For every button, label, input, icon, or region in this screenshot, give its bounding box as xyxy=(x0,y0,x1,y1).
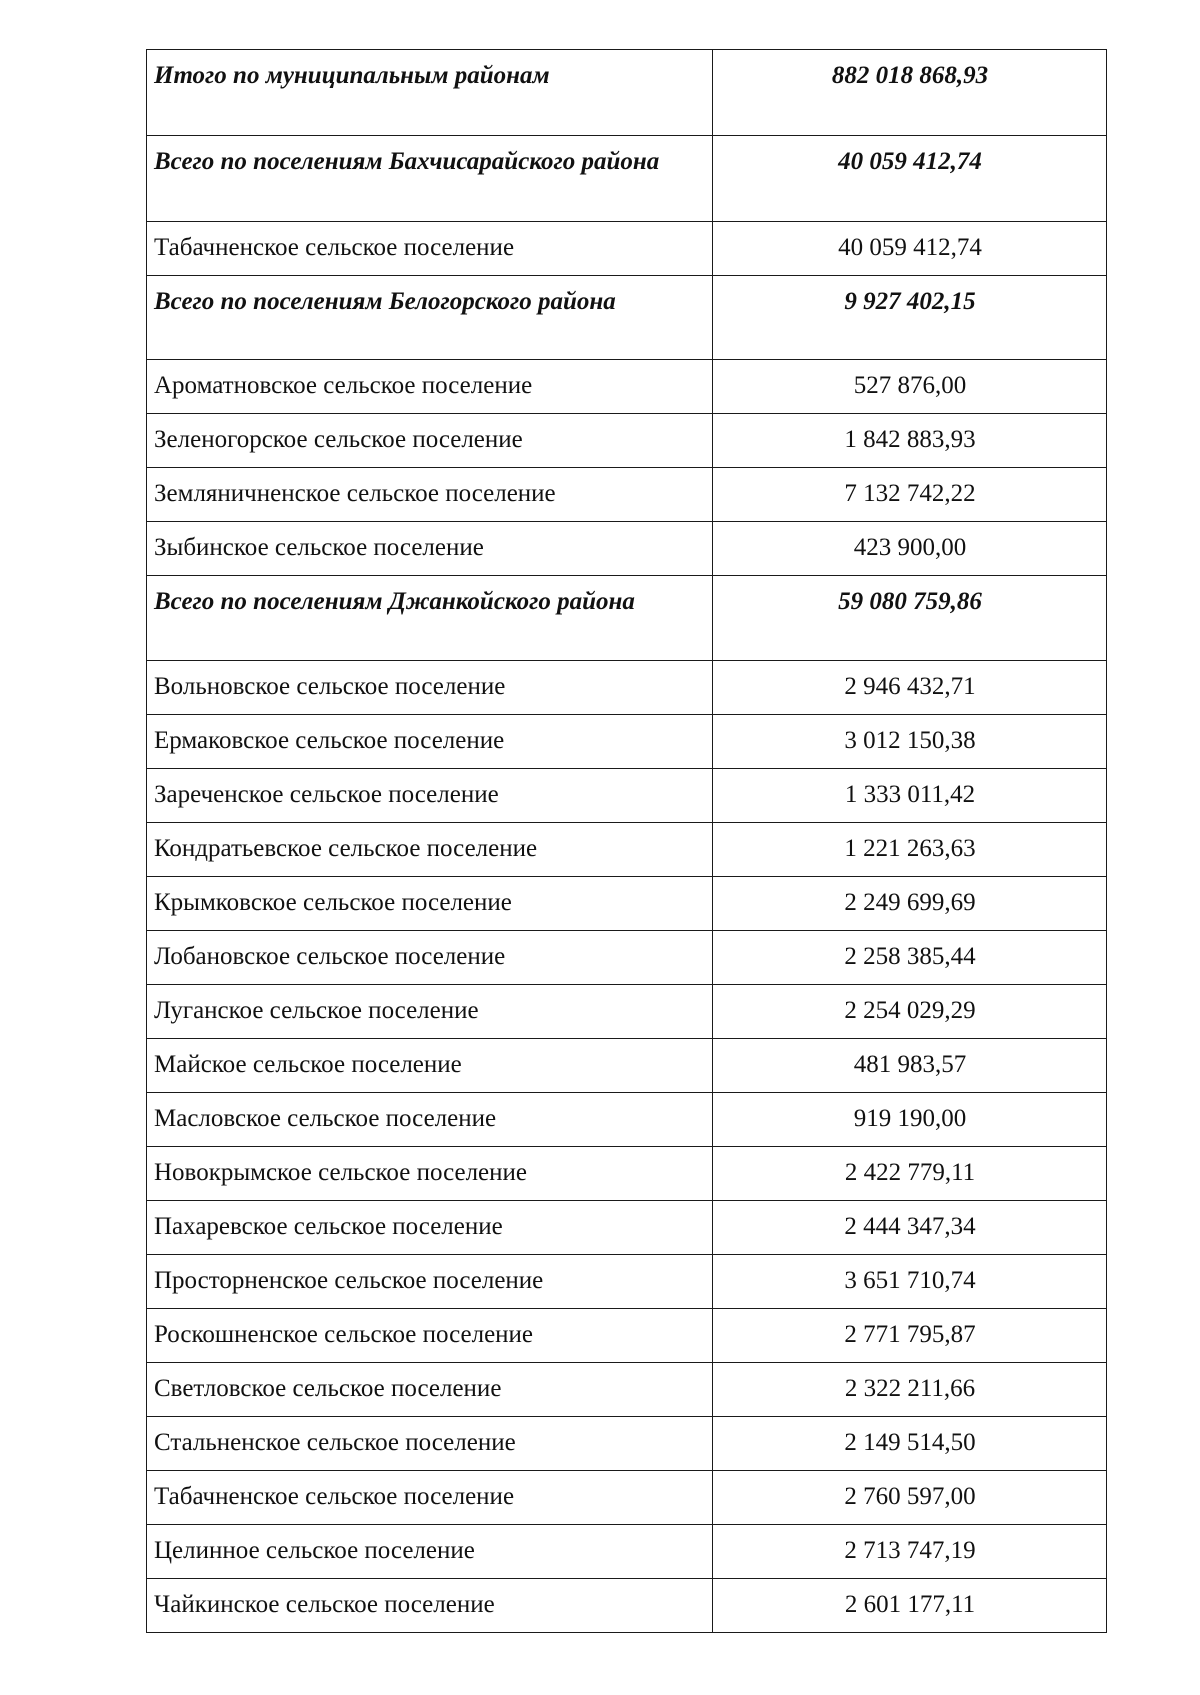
settlement-row xyxy=(147,414,1107,468)
settlement-name: Луганское сельское поселение xyxy=(147,985,713,1039)
budget-table xyxy=(146,49,1107,1633)
settlement-amount: 2 713 747,19 xyxy=(713,1525,1107,1579)
settlement-amount: 2 760 597,00 xyxy=(713,1471,1107,1525)
settlement-row xyxy=(147,1363,1107,1417)
settlement-name: Земляничненское сельское поселение xyxy=(147,468,713,522)
settlement-row xyxy=(147,1093,1107,1147)
settlement-name: Ермаковское сельское поселение xyxy=(147,715,713,769)
district-total-row xyxy=(147,136,1107,222)
settlement-name: Зеленогорское сельское поселение xyxy=(147,414,713,468)
settlement-row xyxy=(147,1255,1107,1309)
total-amount: 882 018 868,93 xyxy=(713,50,1107,136)
settlement-amount: 2 258 385,44 xyxy=(713,931,1107,985)
settlement-name: Масловское сельское поселение xyxy=(147,1093,713,1147)
settlement-row xyxy=(147,715,1107,769)
settlement-amount: 1 842 883,93 xyxy=(713,414,1107,468)
settlement-amount: 3 012 150,38 xyxy=(713,715,1107,769)
settlement-row xyxy=(147,823,1107,877)
settlement-name: Крымковское сельское поселение xyxy=(147,877,713,931)
settlement-amount: 2 422 779,11 xyxy=(713,1147,1107,1201)
settlement-amount: 2 149 514,50 xyxy=(713,1417,1107,1471)
settlement-amount: 3 651 710,74 xyxy=(713,1255,1107,1309)
settlement-name: Чайкинское сельское поселение xyxy=(147,1579,713,1633)
settlement-row xyxy=(147,661,1107,715)
settlement-name: Зыбинское сельское поселение xyxy=(147,522,713,576)
settlement-amount: 2 249 699,69 xyxy=(713,877,1107,931)
settlement-row xyxy=(147,1525,1107,1579)
settlement-amount: 2 771 795,87 xyxy=(713,1309,1107,1363)
settlement-amount: 423 900,00 xyxy=(713,522,1107,576)
settlement-name: Целинное сельское поселение xyxy=(147,1525,713,1579)
total-amount: 9 927 402,15 xyxy=(713,276,1107,360)
settlement-name: Новокрымское сельское поселение xyxy=(147,1147,713,1201)
settlement-row xyxy=(147,769,1107,823)
settlement-row xyxy=(147,522,1107,576)
district-total-row xyxy=(147,50,1107,136)
settlement-name: Вольновское сельское поселение xyxy=(147,661,713,715)
settlement-row xyxy=(147,1201,1107,1255)
settlement-name: Табачненское сельское поселение xyxy=(147,1471,713,1525)
settlement-row xyxy=(147,222,1107,276)
settlement-name: Светловское сельское поселение xyxy=(147,1363,713,1417)
settlement-name: Зареченское сельское поселение xyxy=(147,769,713,823)
total-amount: 40 059 412,74 xyxy=(713,136,1107,222)
settlement-amount: 527 876,00 xyxy=(713,360,1107,414)
total-label: Всего по поселениям Бахчисарайского района xyxy=(147,136,713,222)
settlement-amount: 919 190,00 xyxy=(713,1093,1107,1147)
settlement-name: Пахаревское сельское поселение xyxy=(147,1201,713,1255)
settlement-row xyxy=(147,877,1107,931)
district-total-row xyxy=(147,576,1107,661)
district-total-row xyxy=(147,276,1107,360)
settlement-name: Табачненское сельское поселение xyxy=(147,222,713,276)
settlement-row xyxy=(147,1579,1107,1633)
total-amount: 59 080 759,86 xyxy=(713,576,1107,661)
settlement-amount: 7 132 742,22 xyxy=(713,468,1107,522)
settlement-amount: 2 322 211,66 xyxy=(713,1363,1107,1417)
settlement-amount: 2 254 029,29 xyxy=(713,985,1107,1039)
settlement-amount: 481 983,57 xyxy=(713,1039,1107,1093)
settlement-name: Ароматновское сельское поселение xyxy=(147,360,713,414)
settlement-row xyxy=(147,1417,1107,1471)
settlement-amount: 40 059 412,74 xyxy=(713,222,1107,276)
settlement-amount: 2 444 347,34 xyxy=(713,1201,1107,1255)
settlement-amount: 2 601 177,11 xyxy=(713,1579,1107,1633)
settlement-amount: 2 946 432,71 xyxy=(713,661,1107,715)
total-label: Всего по поселениям Белогорского района xyxy=(147,276,713,360)
settlement-amount: 1 221 263,63 xyxy=(713,823,1107,877)
settlement-amount: 1 333 011,42 xyxy=(713,769,1107,823)
settlement-row xyxy=(147,1039,1107,1093)
total-label: Всего по поселениям Джанкойского района xyxy=(147,576,713,661)
settlement-row xyxy=(147,1471,1107,1525)
settlement-row xyxy=(147,468,1107,522)
settlement-name: Майское сельское поселение xyxy=(147,1039,713,1093)
settlement-row xyxy=(147,360,1107,414)
settlement-name: Просторненское сельское поселение xyxy=(147,1255,713,1309)
settlement-row xyxy=(147,931,1107,985)
settlement-row xyxy=(147,1309,1107,1363)
settlement-name: Лобановское сельское поселение xyxy=(147,931,713,985)
settlement-row xyxy=(147,985,1107,1039)
settlement-row xyxy=(147,1147,1107,1201)
total-label: Итого по муниципальным районам xyxy=(147,50,713,136)
settlement-name: Стальненское сельское поселение xyxy=(147,1417,713,1471)
settlement-name: Роскошненское сельское поселение xyxy=(147,1309,713,1363)
settlement-name: Кондратьевское сельское поселение xyxy=(147,823,713,877)
budget-table-body xyxy=(147,50,1107,1633)
